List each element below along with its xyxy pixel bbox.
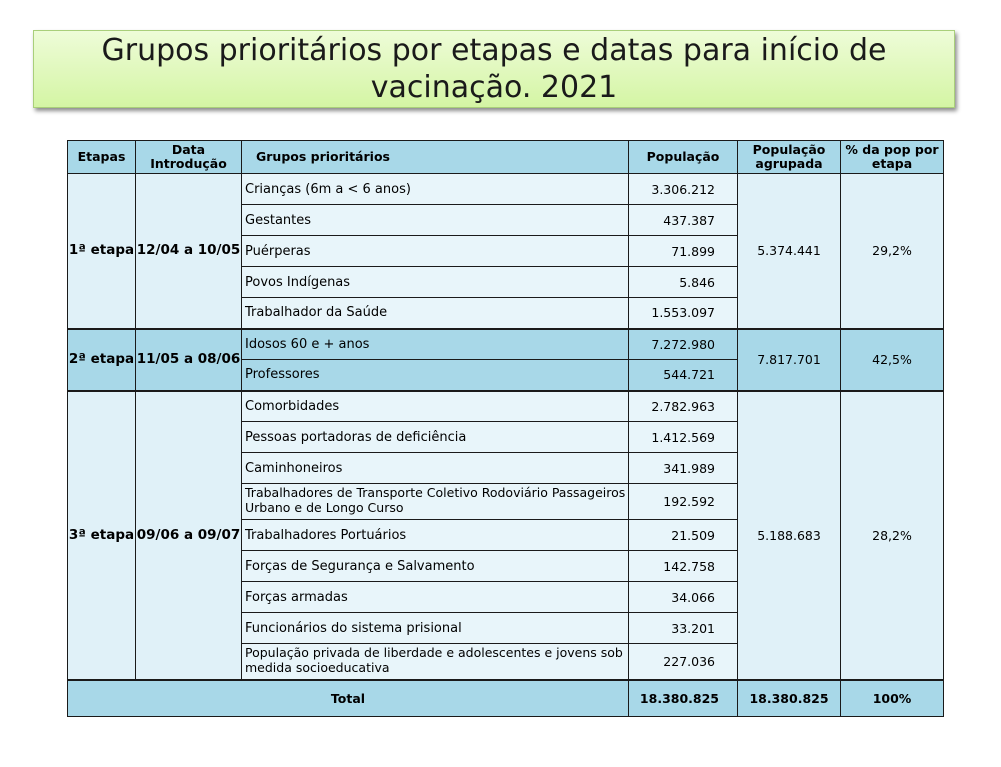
group-population: 5.846 (629, 267, 738, 298)
stage-label: 3ª etapa (68, 391, 136, 681)
table-header-row (68, 141, 944, 174)
group-population: 33.201 (629, 613, 738, 644)
group-population: 7.272.980 (629, 329, 738, 360)
group-population: 1.553.097 (629, 298, 738, 329)
total-grouped-population: 18.380.825 (738, 680, 841, 717)
group-name: Trabalhadores Portuários (242, 520, 629, 551)
group-population: 341.989 (629, 453, 738, 484)
stage-percentage: 28,2% (841, 391, 944, 681)
stage-grouped-population: 7.817.701 (738, 329, 841, 391)
group-name: Trabalhador da Saúde (242, 298, 629, 329)
group-name: Puérperas (242, 236, 629, 267)
header-date: Data Introdução (136, 141, 242, 174)
stage-percentage: 29,2% (841, 174, 944, 329)
group-population: 71.899 (629, 236, 738, 267)
group-population: 1.412.569 (629, 422, 738, 453)
group-name: Caminhoneiros (242, 453, 629, 484)
header-grouped: População agrupada (738, 141, 841, 174)
group-name: Trabalhadores de Transporte Coletivo Rodoviário Passageiros Urbano e de Longo Curso (242, 484, 629, 520)
total-label: Total (68, 680, 629, 717)
header-stage: Etapas (68, 141, 136, 174)
header-groups: Grupos prioritários (242, 141, 629, 174)
table-row (68, 174, 944, 205)
header-population: População (629, 141, 738, 174)
header-pct: % da pop por etapa (841, 141, 944, 174)
group-name: Crianças (6m a < 6 anos) (242, 174, 629, 205)
group-name: Idosos 60 e + anos (242, 329, 629, 360)
stage-date: 11/05 a 08/06 (136, 329, 242, 391)
group-population: 437.387 (629, 205, 738, 236)
stage-label: 1ª etapa (68, 174, 136, 329)
stage-date: 09/06 a 09/07 (136, 391, 242, 681)
group-name: Professores (242, 360, 629, 391)
stage-grouped-population: 5.374.441 (738, 174, 841, 329)
group-name: Forças armadas (242, 582, 629, 613)
group-population: 2.782.963 (629, 391, 738, 422)
group-population: 544.721 (629, 360, 738, 391)
group-population: 3.306.212 (629, 174, 738, 205)
group-name: Gestantes (242, 205, 629, 236)
group-population: 142.758 (629, 551, 738, 582)
group-population: 21.509 (629, 520, 738, 551)
group-name: Comorbidades (242, 391, 629, 422)
stage-grouped-population: 5.188.683 (738, 391, 841, 681)
stage-percentage: 42,5% (841, 329, 944, 391)
group-population: 192.592 (629, 484, 738, 520)
slide-title: Grupos prioritários por etapas e datas para início de vacinação. 2021 (101, 33, 887, 105)
group-name: Povos Indígenas (242, 267, 629, 298)
group-name: Funcionários do sistema prisional (242, 613, 629, 644)
group-population: 227.036 (629, 644, 738, 681)
stage-label: 2ª etapa (68, 329, 136, 391)
table-row (68, 329, 944, 360)
total-percentage: 100% (841, 680, 944, 717)
total-population: 18.380.825 (629, 680, 738, 717)
stage-date: 12/04 a 10/05 (136, 174, 242, 329)
priority-groups-table (67, 140, 944, 717)
table-row (68, 391, 944, 422)
total-row (68, 680, 944, 717)
group-name: Forças de Segurança e Salvamento (242, 551, 629, 582)
group-population: 34.066 (629, 582, 738, 613)
group-name: Pessoas portadoras de deficiência (242, 422, 629, 453)
slide-title-box (33, 30, 955, 108)
group-name: População privada de liberdade e adolescentes e jovens sob medida socioeducativa (242, 644, 629, 681)
